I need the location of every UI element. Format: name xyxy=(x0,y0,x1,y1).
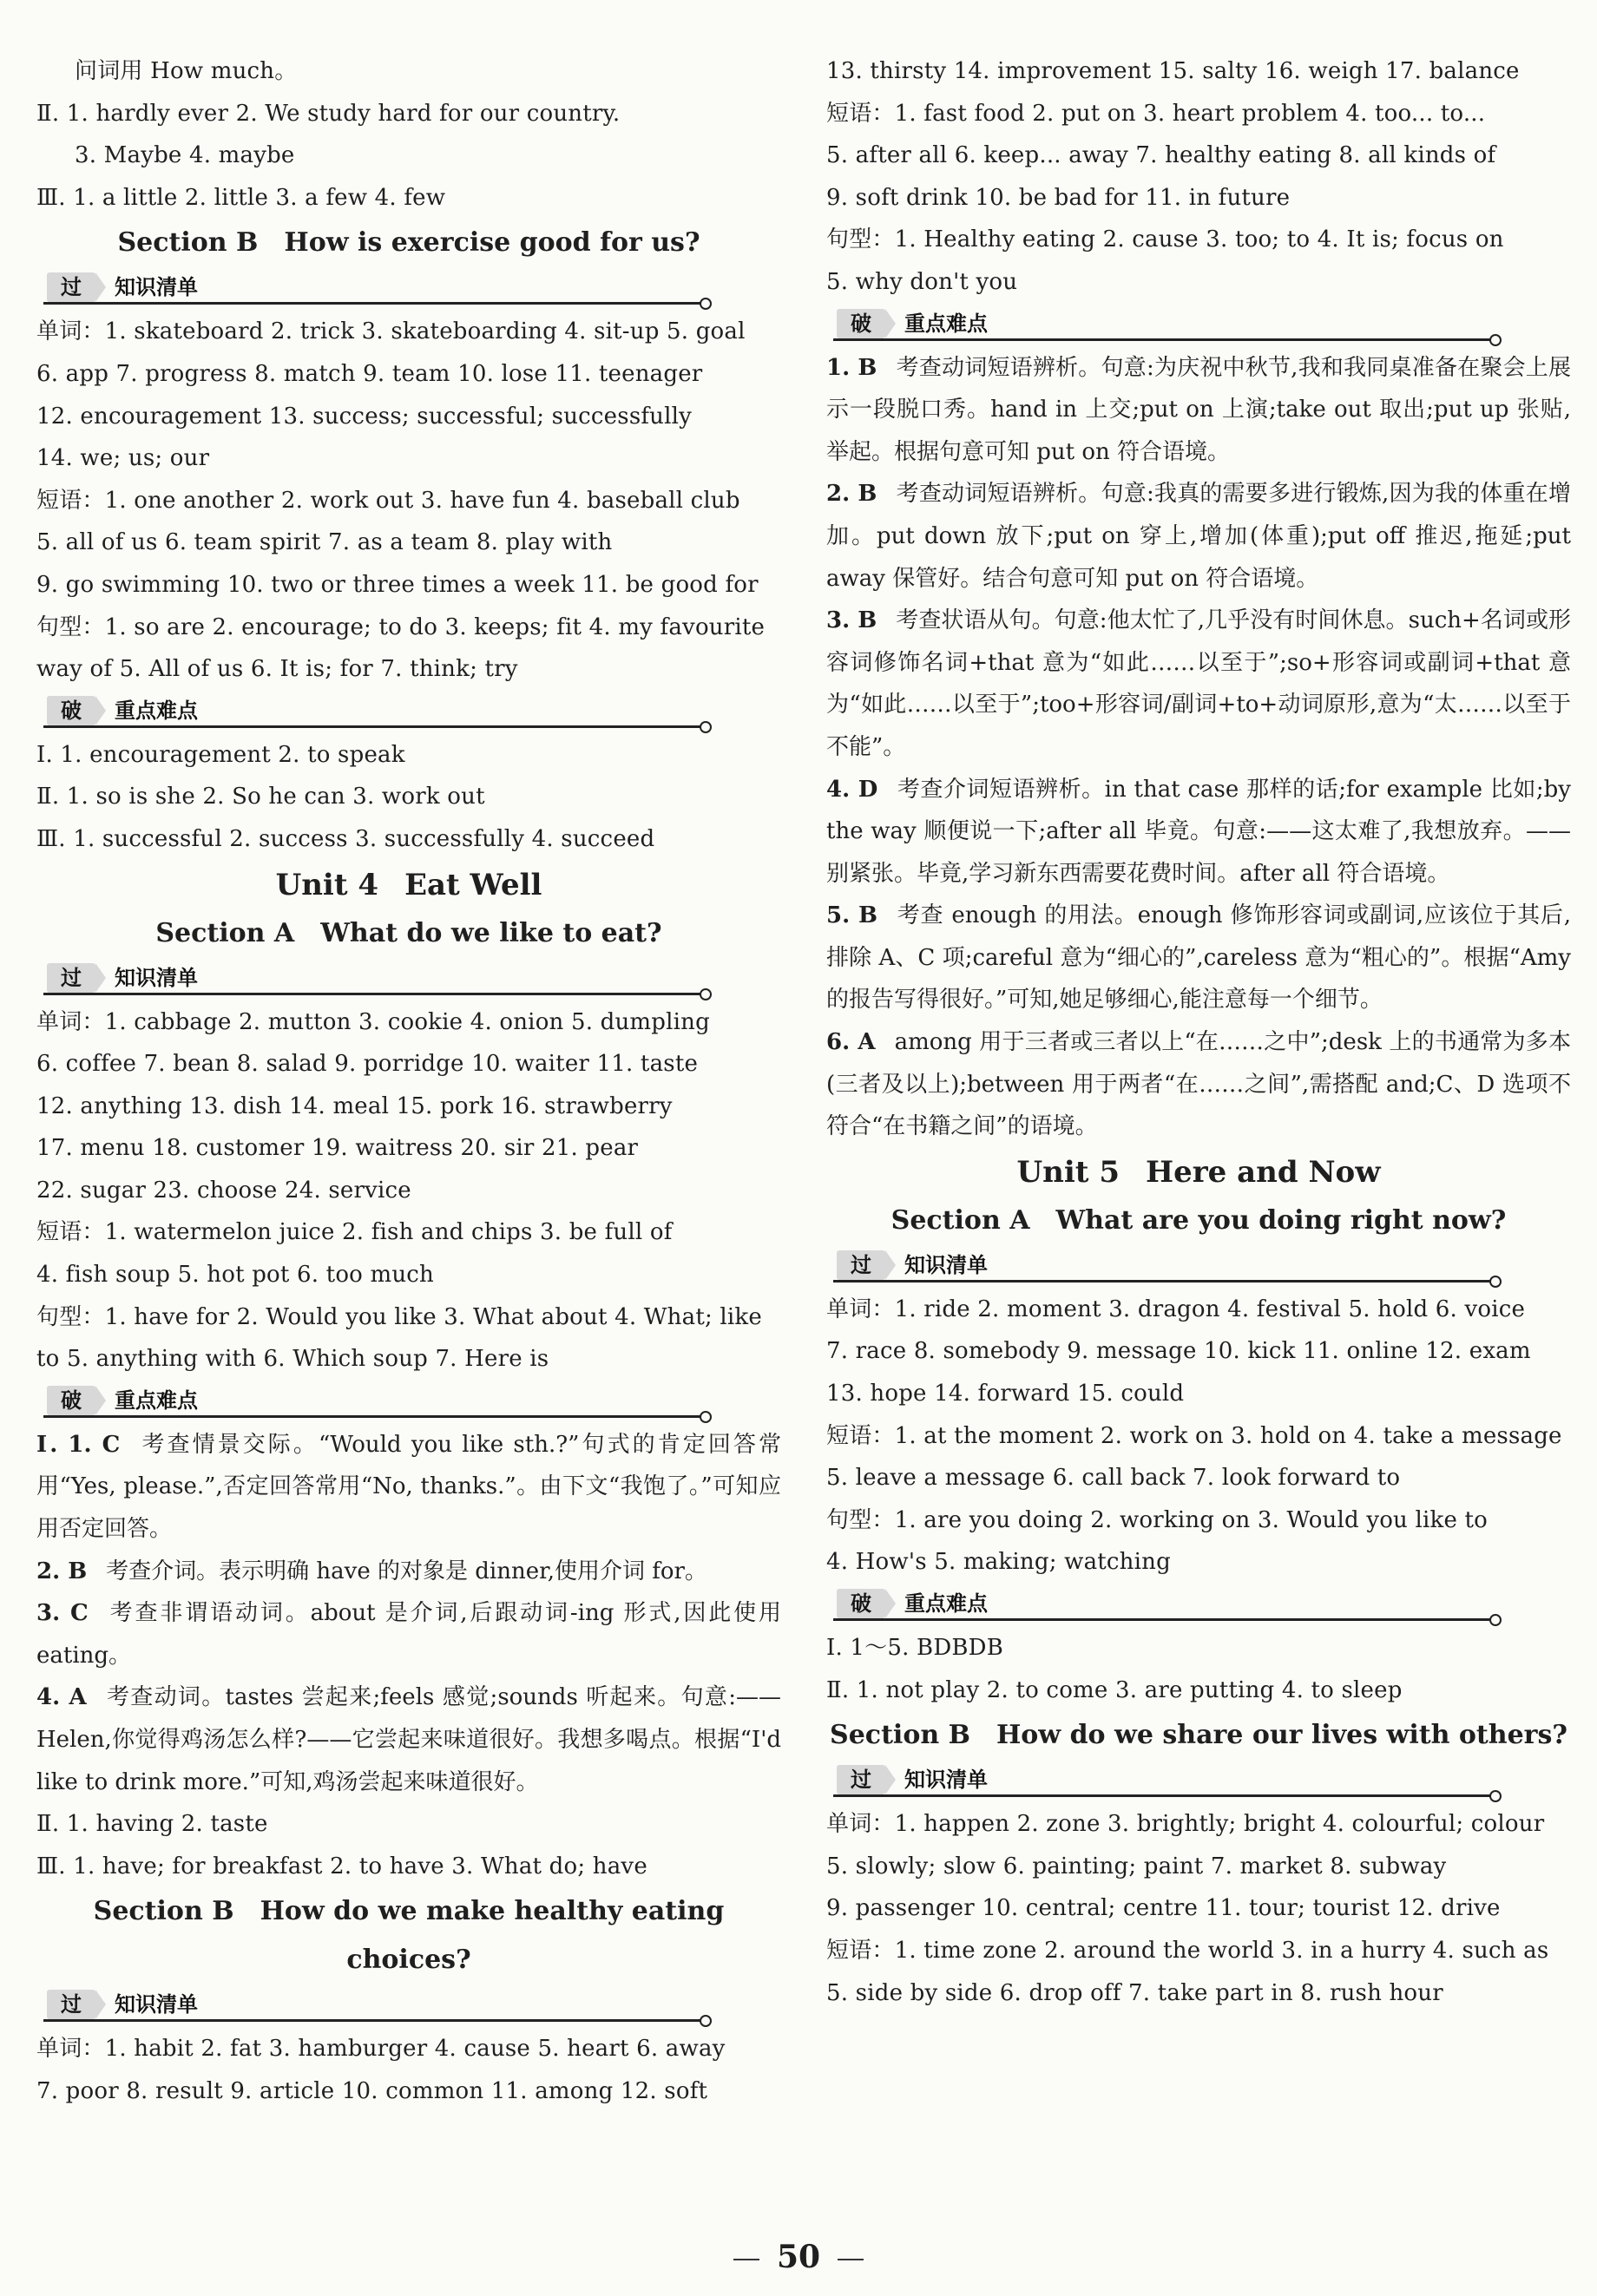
section-tag xyxy=(826,1247,1571,1285)
answer-line: 5. after all 6. keep... away 7. healthy eating 8. all kinds of xyxy=(826,142,1496,169)
answer-line: 单词：1. habit 2. fat 3. hamburger 4. cause 5. heart 6. away xyxy=(36,2036,726,2063)
tag-title: 重点难点 xyxy=(115,698,198,723)
footer-dash-right xyxy=(838,2259,864,2260)
answer-number: 6. A xyxy=(826,1029,876,1056)
tag-arrow-icon xyxy=(885,1765,896,1794)
answer-line: 短语：1. at the moment 2. work on 3. hold on 4. take a message xyxy=(826,1422,1562,1449)
answer-line: way of 5. All of us 6. It is; for 7. think; try xyxy=(36,656,518,683)
tag-underline xyxy=(43,2019,705,2022)
answer-explanation xyxy=(826,895,1571,1021)
explanation-text: 考查介词。表示明确 have 的对象是 dinner,使用介词 for。 xyxy=(106,1558,707,1584)
tag-arrow-icon xyxy=(885,1589,896,1618)
answer-number: 4. A xyxy=(36,1684,87,1711)
heading-title: How do we share our lives with others? xyxy=(996,1720,1567,1751)
tag-arrow-icon xyxy=(95,1990,106,2019)
answer-line: 9. soft drink 10. be bad for 11. in future xyxy=(826,184,1291,211)
tag-title: 知识清单 xyxy=(115,965,198,990)
tag-arrow-icon xyxy=(885,309,896,338)
page-number: 50 xyxy=(776,2239,821,2275)
answer-line: 12. anything 13. dish 14. meal 15. pork 16. strawberry xyxy=(36,1092,673,1119)
footer-dash-left xyxy=(733,2259,759,2260)
answer-line: 7. poor 8. result 9. article 10. common 11. among 12. soft xyxy=(36,2077,708,2104)
answer-line: 4. fish soup 5. hot pot 6. too much xyxy=(36,1262,435,1289)
answer-number: 2. B xyxy=(826,481,877,508)
answer-line: Ⅲ. 1. successful 2. success 3. successfully 4. succeed xyxy=(36,825,655,852)
answer-number: 3. B xyxy=(826,607,877,634)
answer-line: Ⅲ. 1. a little 2. little 3. a few 4. few xyxy=(36,184,446,211)
answer-line: 5. side by side 6. drop off 7. take part in 8. rush hour xyxy=(826,1979,1443,2006)
tag-badge: 过 xyxy=(47,963,95,993)
answer-explanation xyxy=(36,1424,781,1551)
answer-number: 4. D xyxy=(826,776,878,803)
heading-title: How do we make healthy eating choices? xyxy=(260,1896,725,1976)
answer-line: 5. leave a message 6. call back 7. look forward to xyxy=(826,1465,1401,1492)
tag-underline xyxy=(833,1280,1495,1282)
unit-heading xyxy=(826,1148,1571,1197)
answer-line: Ⅲ. 1. have; for breakfast 2. to have 3. What do; have xyxy=(36,1853,647,1879)
section-heading xyxy=(36,1887,781,1984)
answer-line: to 5. anything with 6. Which soup 7. Here is xyxy=(36,1346,549,1373)
tag-underline xyxy=(43,302,705,305)
heading-title: Here and Now xyxy=(1145,1154,1381,1190)
answer-line: 12. encouragement 13. success; successful; successfully xyxy=(36,403,693,430)
answer-line: 单词：1. skateboard 2. trick 3. skateboarding 4. sit-up 5. goal xyxy=(36,318,746,345)
answer-line: 3. Maybe 4. maybe xyxy=(75,142,295,169)
tag-underline-end-icon xyxy=(700,988,712,1000)
answer-number: 3. C xyxy=(36,1600,89,1627)
answer-line: 5. all of us 6. team spirit 7. as a team 8. play with xyxy=(36,529,613,556)
answer-line: 13. hope 14. forward 15. could xyxy=(826,1381,1185,1407)
answer-line: 5. why don't you xyxy=(826,268,1018,295)
unit-heading xyxy=(36,861,781,909)
tag-underline-end-icon xyxy=(700,721,712,733)
tag-title: 知识清单 xyxy=(904,1252,988,1277)
tag-underline-end-icon xyxy=(700,2015,712,2027)
heading-title: What do we like to eat? xyxy=(320,917,662,948)
tag-underline xyxy=(43,1415,705,1418)
answer-line: 短语：1. watermelon juice 2. fish and chips 3. be full of xyxy=(36,1219,673,1246)
answer-line: 6. app 7. progress 8. match 9. team 10. lose 11. teenager xyxy=(36,360,703,387)
answer-number: 2. B xyxy=(36,1558,88,1584)
answer-line: 单词：1. happen 2. zone 3. brightly; bright 4. colourful; colour xyxy=(826,1811,1545,1838)
heading-label: Section A xyxy=(155,917,295,948)
answer-number: 5. B xyxy=(826,902,877,929)
tag-title: 重点难点 xyxy=(904,311,988,336)
tag-arrow-icon xyxy=(95,696,106,725)
answer-explanation xyxy=(826,473,1571,600)
tag-arrow-icon xyxy=(95,272,106,302)
tag-badge: 破 xyxy=(837,1589,885,1618)
section-heading xyxy=(36,219,781,267)
answer-line: 句型：1. so are 2. encourage; to do 3. keeps; fit 4. my favourite xyxy=(36,613,766,640)
answer-line: 短语：1. one another 2. work out 3. have fun 4. baseball club xyxy=(36,487,740,514)
page-footer xyxy=(0,2235,1597,2279)
tag-underline-end-icon xyxy=(1489,334,1502,346)
section-heading xyxy=(826,1711,1571,1760)
answer-line: 13. thirsty 14. improvement 15. salty 16. weigh 17. balance xyxy=(826,58,1520,84)
answer-line: 问词用 How much。 xyxy=(75,58,298,84)
left-column xyxy=(36,50,781,2113)
answer-explanation xyxy=(826,769,1571,895)
tag-underline-end-icon xyxy=(1489,1276,1502,1288)
answer-explanation xyxy=(36,1592,781,1676)
answer-line: Ⅱ. 1. having 2. taste xyxy=(36,1811,268,1838)
tag-badge: 过 xyxy=(47,1990,95,2019)
answer-line: 5. slowly; slow 6. painting; paint 7. market 8. subway xyxy=(826,1853,1447,1879)
explanation-text: among 用于三者或三者以上“在……之中”;desk 上的书通常为多本(三者及以上);between 用于两者“在……之间”,需搭配 and;C、D 选项不符合“在书籍之间”的语境。 xyxy=(826,1029,1571,1140)
heading-label: Unit 5 xyxy=(1016,1154,1120,1190)
answer-line: 句型：1. have for 2. Would you like 3. What about 4. What; like xyxy=(36,1303,762,1330)
explanation-text: 考查动词。tastes 尝起来;feels 感觉;sounds 听起来。句意:——Helen,你觉得鸡汤怎么样?——它尝起来味道很好。我想多喝点。根据“I'd like to drink more.”可知,鸡汤尝起来味道很好。 xyxy=(36,1684,781,1795)
tag-underline xyxy=(43,993,705,995)
section-heading xyxy=(826,1197,1571,1245)
tag-badge: 破 xyxy=(47,696,95,725)
tag-title: 知识清单 xyxy=(115,1992,198,2017)
explanation-text: 考查状语从句。句意:他太忙了,几乎没有时间休息。such+名词或形容词修饰名词+that 意为“如此……以至于”;so+形容词或副词+that 意为“如此……以至于”;too+形容词/副词+to+动词原形,意为“太……以至于不能”。 xyxy=(826,607,1571,760)
answer-explanation xyxy=(826,347,1571,474)
answer-line: 9. passenger 10. central; centre 11. tour; tourist 12. drive xyxy=(826,1895,1501,1922)
answer-line: 6. coffee 7. bean 8. salad 9. porridge 10. waiter 11. taste xyxy=(36,1051,699,1078)
tag-title: 重点难点 xyxy=(904,1591,988,1616)
section-tag xyxy=(826,1585,1571,1624)
answer-line: 单词：1. cabbage 2. mutton 3. cookie 4. onion 5. dumpling xyxy=(36,1008,710,1035)
answer-line: 7. race 8. somebody 9. message 10. kick 11. online 12. exam xyxy=(826,1338,1531,1365)
section-tag xyxy=(826,1761,1571,1800)
answer-line: 短语：1. fast food 2. put on 3. heart problem 4. too... to... xyxy=(826,100,1486,127)
section-tag xyxy=(36,1382,781,1420)
explanation-text: 考查情景交际。“Would you like sth.?”句式的肯定回答常用“Yes, please.”,否定回答常用“No, thanks.”。由下文“我饱了。”可知应用否定回答。 xyxy=(36,1431,782,1543)
answer-number: 1. B xyxy=(826,354,877,381)
explanation-text: 考查动词短语辨析。句意:我真的需要多进行锻炼,因为我的体重在增加。put down 放下;put on 穿上,增加(体重);put off 推迟,拖延;put away 保管好。结合句意可知 put on 符合语境。 xyxy=(826,481,1572,592)
heading-label: Section B xyxy=(830,1720,970,1751)
answer-line: 14. we; us; our xyxy=(36,445,210,472)
answer-line: 22. sugar 23. choose 24. service xyxy=(36,1177,411,1204)
tag-title: 重点难点 xyxy=(115,1387,198,1413)
tag-arrow-icon xyxy=(95,963,106,993)
tag-badge: 破 xyxy=(47,1386,95,1415)
answer-line: 句型：1. are you doing 2. working on 3. Would you like to xyxy=(826,1506,1489,1533)
tag-underline xyxy=(833,338,1495,341)
answer-line: 9. go swimming 10. two or three times a week 11. be good for xyxy=(36,571,759,598)
answer-line: 句型：1. Healthy eating 2. cause 3. too; to 4. It is; focus on xyxy=(826,226,1504,253)
heading-label: Section A xyxy=(891,1204,1030,1236)
tag-title: 知识清单 xyxy=(115,275,198,300)
section-tag xyxy=(36,960,781,998)
heading-label: Section B xyxy=(93,1896,234,1927)
tag-badge: 过 xyxy=(837,1765,885,1794)
answer-line: 短语：1. time zone 2. around the world 3. in a hurry 4. such as xyxy=(826,1937,1549,1964)
answer-line: 17. menu 18. customer 19. waitress 20. sir 21. pear xyxy=(36,1135,639,1162)
tag-underline-end-icon xyxy=(700,1411,712,1423)
answer-explanation xyxy=(826,1021,1571,1148)
answer-explanation xyxy=(36,1676,781,1803)
tag-badge: 过 xyxy=(47,272,95,302)
tag-arrow-icon xyxy=(885,1250,896,1280)
answer-line: Ⅱ. 1. hardly ever 2. We study hard for our country. xyxy=(36,100,621,127)
tag-arrow-icon xyxy=(95,1386,106,1415)
answer-line: 4. How's 5. making; watching xyxy=(826,1549,1171,1576)
heading-label: Section B xyxy=(117,227,259,259)
heading-title: What are you doing right now? xyxy=(1055,1204,1507,1236)
heading-title: How is exercise good for us? xyxy=(284,227,700,259)
answer-number: Ⅰ. 1. C xyxy=(36,1431,121,1458)
heading-title: Eat Well xyxy=(404,867,542,902)
tag-title: 知识清单 xyxy=(904,1768,988,1793)
tag-badge: 破 xyxy=(837,309,885,338)
right-column xyxy=(826,50,1571,2014)
heading-label: Unit 4 xyxy=(275,867,379,902)
answer-explanation xyxy=(826,600,1571,768)
tag-underline xyxy=(833,1794,1495,1797)
answer-line: Ⅱ. 1. so is she 2. So he can 3. work out xyxy=(36,784,485,810)
tag-underline-end-icon xyxy=(1489,1614,1502,1626)
answer-line: Ⅰ. 1～5. BDBDB xyxy=(826,1635,1004,1661)
section-tag xyxy=(36,692,781,731)
section-tag xyxy=(826,305,1571,344)
tag-underline xyxy=(833,1618,1495,1621)
tag-badge: 过 xyxy=(837,1250,885,1280)
answer-explanation xyxy=(36,1551,781,1593)
explanation-text: 考查非谓语动词。about 是介词,后跟动词-ing 形式,因此使用 eating。 xyxy=(36,1600,782,1669)
tag-underline-end-icon xyxy=(700,298,712,310)
explanation-text: 考查介词短语辨析。in that case 那样的话;for example 比如;by the way 顺便说一下;after all 毕竟。句意:——这太难了,我想放弃。——别紧张。毕竟,学习新东西需要花费时间。after all 符合语境。 xyxy=(826,776,1571,887)
section-tag xyxy=(36,1986,781,2024)
answer-line: Ⅰ. 1. encouragement 2. to speak xyxy=(36,741,405,768)
section-tag xyxy=(36,269,781,307)
answer-line: Ⅱ. 1. not play 2. to come 3. are putting 4. to sleep xyxy=(826,1676,1403,1703)
tag-underline xyxy=(43,725,705,728)
answer-line: 单词：1. ride 2. moment 3. dragon 4. festival 5. hold 6. voice xyxy=(826,1296,1526,1322)
explanation-text: 考查动词短语辨析。句意:为庆祝中秋节,我和我同桌准备在聚会上展示一段脱口秀。hand in 上交;put on 上演;take out 取出;put up 张贴,举起。根据句意可知 put on 符合语境。 xyxy=(826,354,1572,465)
explanation-text: 考查 enough 的用法。enough 修饰形容词或副词,应该位于其后,排除 A、C 项;careful 意为“细心的”,careless 意为“粗心的”。根据“Amy 的报告写得很好。”可知,她足够细心,能注意每一个细节。 xyxy=(826,902,1571,1014)
section-heading xyxy=(36,909,781,958)
tag-underline-end-icon xyxy=(1489,1790,1502,1802)
